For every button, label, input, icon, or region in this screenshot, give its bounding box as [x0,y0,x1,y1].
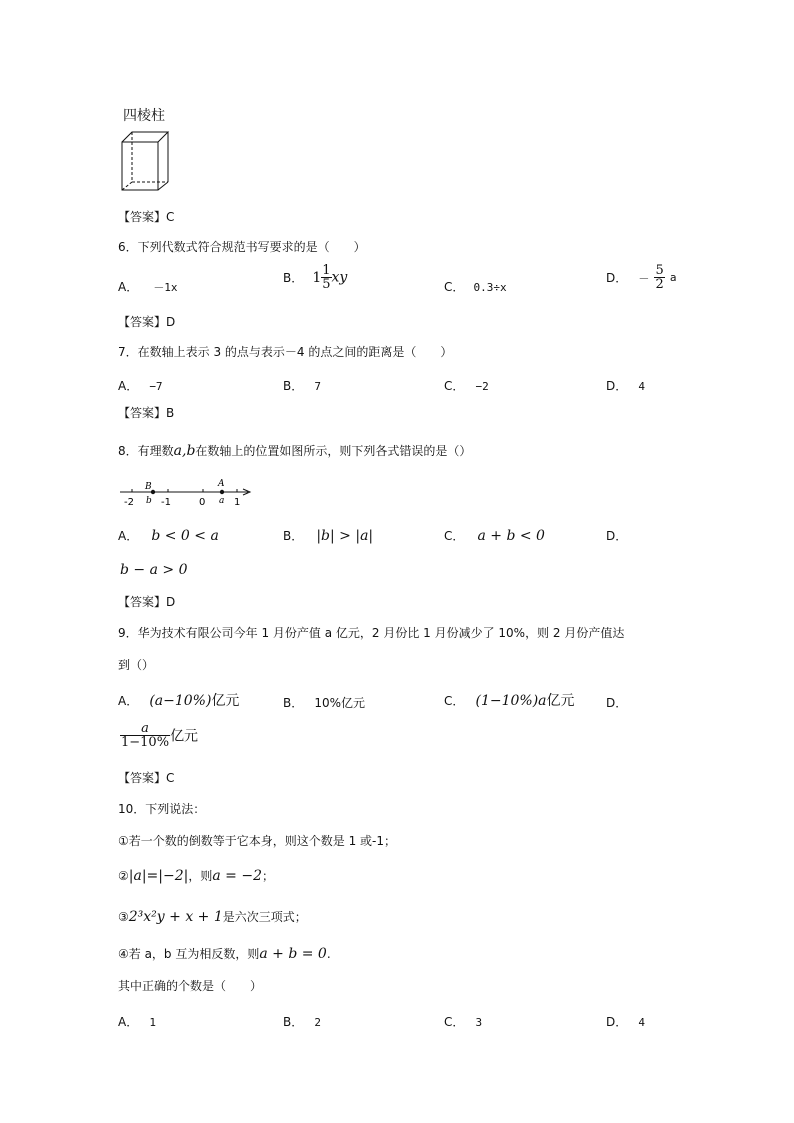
q10-option-b [283,1011,321,1030]
q9-c-prefix: C． [444,694,465,708]
q8-option-c [444,525,545,544]
q8-answer: 【答案】D [118,595,176,609]
point-a-upper-label: A [218,479,225,489]
q8-option-a [118,525,219,544]
q6-d-prefix: D． [606,271,628,285]
q9-c-unit: 亿元 [546,693,575,709]
q8-a-prefix: A． [118,529,139,543]
q10-s2-math: |a|=|−2| [128,868,189,884]
q10-s3-post: 是六次三项式； [222,910,307,924]
q10-a-text: 1 [149,1016,156,1029]
q9-a-math: (a−10%) [149,693,212,709]
q10-option-d [606,1011,645,1030]
q6-d-den: 2 [655,277,664,292]
q9-b-text: 10%亿元 [314,696,366,710]
prism-label: 四棱柱 [123,108,165,124]
q6-stem: 6．下列代数式符合规范书写要求的是（ ） [118,240,366,254]
tick-minus1-label: -1 [161,497,171,508]
q9-option-d [606,692,627,711]
tick-0-label: 0 [199,497,206,508]
q7-c-prefix: C． [444,379,465,393]
q9-a-prefix: A． [118,694,139,708]
q10-s4-pre: ④若 a，b 互为相反数，则 [118,947,260,961]
q9-b-prefix: B． [283,696,304,710]
q10-s2-mid: ，则 [188,869,213,883]
point-a-lower-label: a [219,496,225,506]
q7-a-prefix: A． [118,379,139,393]
q10-s3-math: 2³x²y + x + 1 [128,909,223,925]
q8-number-line [118,474,258,508]
q7-d-text: 4 [638,380,645,393]
q10-s3-pre: ③ [118,910,129,924]
q8-b-prefix: B． [283,529,304,543]
q8-d-prefix: D． [606,529,628,543]
q9-d-unit: 亿元 [170,728,199,745]
q6-b-whole: 1 [312,269,322,286]
q7-option-b [283,375,321,394]
tick-minus2-label: -2 [124,497,134,508]
q6-b-prefix: B． [283,271,304,285]
q10-statement-1: ①若一个数的倒数等于它本身，则这个数是 1 或-1； [118,834,396,848]
q7-b-prefix: B． [283,379,304,393]
q9-stem-line2: 到（） [118,658,155,672]
q8-a-text: b < 0 < a [151,528,219,544]
q10-s2-post: ； [262,869,275,883]
q10-count-question: 其中正确的个数是（ ） [118,979,263,993]
prism-figure [118,128,178,194]
q8-stem-post: 在数轴上的位置如图所示，则下列各式错误的是（） [195,444,472,458]
q10-c-text: 3 [475,1016,483,1029]
q9-option-b [283,692,365,711]
q7-answer: 【答案】B [118,406,175,420]
q7-stem: 7．在数轴上表示 3 的点与表示－4 的点之间的距离是（ ） [118,345,453,359]
q6-b-var: xy [331,269,348,286]
q10-s4-math: a + b = 0 [259,946,327,962]
q7-b-text: 7 [314,380,321,393]
q6-a-text: －1x [153,281,178,294]
q6-d-num: 5 [655,263,664,278]
q6-answer: 【答案】D [118,315,176,329]
q6-c-prefix: C． [444,280,465,294]
q7-option-d [606,375,645,394]
q10-statement-2 [118,867,274,884]
q10-option-c [444,1011,482,1030]
q8-c-text: a + b < 0 [477,528,545,544]
prism-top-edges [122,132,168,142]
q10-statement-3 [118,908,307,925]
q10-option-a [118,1011,156,1030]
q6-a-prefix: A． [118,280,139,294]
prism-bottom-right-edge [158,182,168,190]
q8-option-d [606,525,627,544]
q9-d-prefix: D． [606,696,628,710]
q6-d-var: a [669,271,677,284]
q9-a-unit: 亿元 [211,693,240,709]
q10-stem: 10．下列说法： [118,802,206,816]
q6-d-fraction [654,264,664,291]
q9-stem-line1: 9．华为技术有限公司今年 1 月份产值 a 亿元，2 月份比 1 月份减少了 10%，则 2 月份产值达 [118,626,625,640]
q8-option-b [283,525,373,544]
q10-s2-pre: ② [118,869,129,883]
q5-answer: 【答案】C [118,210,175,224]
q10-d-prefix: D． [606,1015,628,1029]
q8-b-text: |b| > |a| [316,528,374,544]
q7-option-c [444,375,489,394]
q7-option-a [118,375,163,394]
q9-d-fraction-block [120,722,198,749]
q9-option-c [444,690,575,710]
q10-c-prefix: C． [444,1015,465,1029]
q7-c-text: −2 [475,380,489,393]
q6-b-fraction [321,264,331,291]
q6-option-c [444,276,507,295]
q9-d-den: 1−10% [121,735,170,750]
q6-option-a [118,276,178,295]
point-b-lower-label: b [146,496,152,506]
q9-d-fraction [120,722,170,749]
q6-c-text: 0.3÷x [473,281,507,294]
q10-b-prefix: B． [283,1015,304,1029]
q8-c-prefix: C． [444,529,465,543]
prism-hidden-diag [122,182,132,190]
q10-s4-post: . [326,947,331,961]
q10-s2-math2: a = −2 [212,868,262,884]
q9-d-num: a [141,721,149,736]
point-b-upper-label: B [145,482,152,492]
q7-a-text: −7 [149,380,163,393]
q9-answer: 【答案】C [118,771,175,785]
prism-front-face [122,142,158,190]
q9-option-a [118,690,239,710]
q6-b-den: 5 [322,277,331,292]
q9-c-math: (1−10%)a [475,693,547,709]
q6-option-d [606,264,676,291]
q10-statement-4 [118,945,331,962]
q8-stem-pre: 8．有理数 [118,444,174,458]
q8-d-text: b − a > 0 [120,562,188,578]
q6-d-sign: － [638,271,650,285]
q10-d-text: 4 [638,1016,645,1029]
q10-a-prefix: A． [118,1015,139,1029]
q10-b-text: 2 [314,1016,321,1029]
point-a-dot [220,490,224,494]
q6-option-b [283,264,347,291]
q6-b-num: 1 [322,263,331,278]
tick-1-label: 1 [234,497,241,508]
q7-d-prefix: D． [606,379,628,393]
q8-stem [118,442,471,459]
q8-stem-vars: a,b [173,443,196,459]
